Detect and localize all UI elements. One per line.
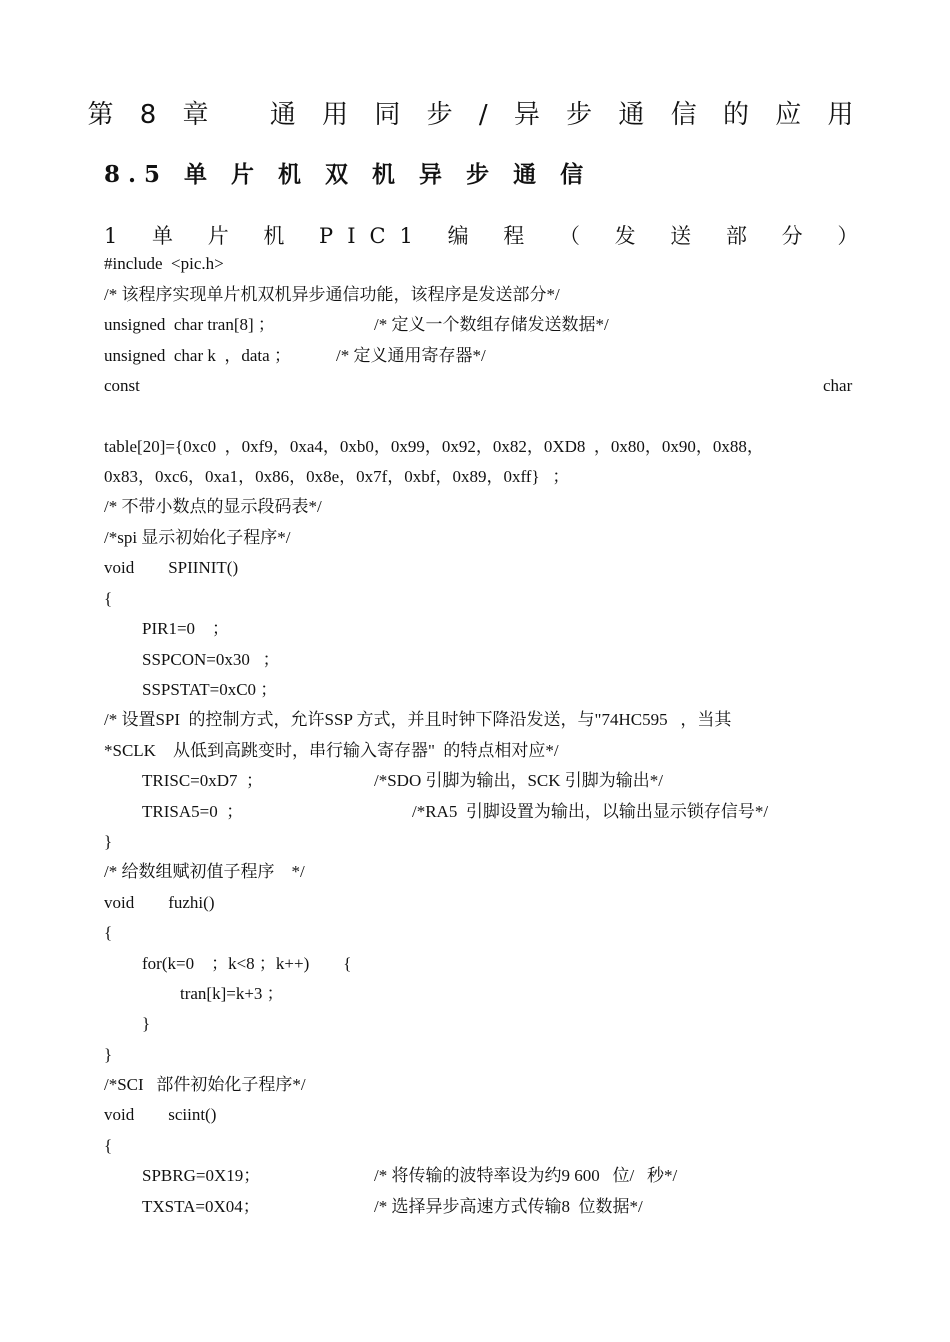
code-comment-spbrg: /* 将传输的波特率设为约9 600 位/ 秒*/ [374, 1166, 678, 1185]
code-comment-trisa5: /*RA5 引脚设置为输出，以输出显示锁存信号*/ [412, 802, 769, 821]
code-comment-k: /* 定义通用寄存器*/ [336, 346, 486, 365]
code-comment-txsta: /* 选择异步高速方式传输8 位数据*/ [374, 1197, 643, 1216]
code-line-spi-func: void SPIINIT() [104, 558, 239, 577]
code-comment-spi: /*spi 显示初始化子程序*/ [104, 528, 291, 547]
code-comment-table: /* 不带小数点的显示段码表*/ [104, 497, 322, 516]
code-line-fuzhi-func: void fuzhi() [104, 893, 215, 912]
code-line-decl-k: unsigned char k ，data ； [104, 346, 291, 365]
code-comment-fuzhi: /* 给数组赋初值子程序 */ [104, 862, 305, 881]
code-line-spbrg: SPBRG=0X19； [142, 1166, 261, 1185]
code-line-brace-open-2: { [104, 923, 113, 942]
code-line-sspstat: SSPSTAT=0xC0 ； [142, 680, 278, 699]
code-line-brace-open-3: { [104, 1136, 113, 1155]
code-line-tran-assign: tran[k]=k+3 ； [180, 984, 284, 1003]
code-line-brace-close-1: } [104, 832, 113, 851]
code-comment-trisc: /*SDO 引脚为输出，SCK 引脚为输出*/ [374, 771, 664, 790]
code-comment-intro: /* 该程序实现单片机双机异步通信功能，该程序是发送部分*/ [104, 285, 560, 304]
code-line-for: for(k=0 ；k<8 ；k++) { [142, 954, 352, 973]
code-line-trisa5: TRISA5=0 ； [142, 802, 244, 821]
code-line-brace-close-2: } [104, 1045, 113, 1064]
code-line-table-2: 0x83，0xc6，0xa1，0x86，0x8e，0x7f，0xbf，0x89，0xff} ； [104, 467, 570, 486]
code-line-trisc: TRISC=0xD7 ； [142, 771, 264, 790]
section-title: 8.5 单 片 机 双 机 异 步 通 信 [104, 161, 592, 188]
code-line-pir1: PIR1=0 ； [142, 619, 230, 638]
code-line-brace-close-inner: } [142, 1014, 151, 1033]
code-line-txsta: TXSTA=0X04； [142, 1197, 260, 1216]
code-comment-spi-mode-1: /* 设置SPI 的控制方式，允许SSP 方式，并且时钟下降沿发送，与"74HC595 ，当其 [104, 710, 732, 729]
code-comment-tran: /* 定义一个数组存储发送数据*/ [374, 315, 609, 334]
chapter-title: 第 8 章 通 用 同 步 / 异 步 通 信 的 应 用 [87, 100, 863, 130]
code-line-sspcon: SSPCON=0x30 ； [142, 650, 280, 669]
code-line-decl-tran: unsigned char tran[8] ； [104, 315, 275, 334]
subsection-title: 1 单 片 机 PIC1 编 程 （ 发 送 部 分 ） [104, 224, 873, 248]
code-comment-spi-mode-2: *SCLK 从低到高跳变时，串行输入寄存器" 的特点相对应*/ [104, 741, 559, 760]
code-keyword-char: char [823, 376, 853, 395]
code-line-sci-func: void sciint() [104, 1105, 217, 1124]
code-line-table-1: table[20]={0xc0 ，0xf9，0xa4，0xb0，0x99，0x92，0x82，0XD8 ，0x80，0x90，0x88， [104, 437, 764, 456]
code-keyword-const: const [104, 376, 140, 395]
code-line-brace-open-1: { [104, 589, 113, 608]
code-comment-sci: /*SCI 部件初始化子程序*/ [104, 1075, 306, 1094]
code-line-include: #include <pic.h> [104, 254, 224, 273]
